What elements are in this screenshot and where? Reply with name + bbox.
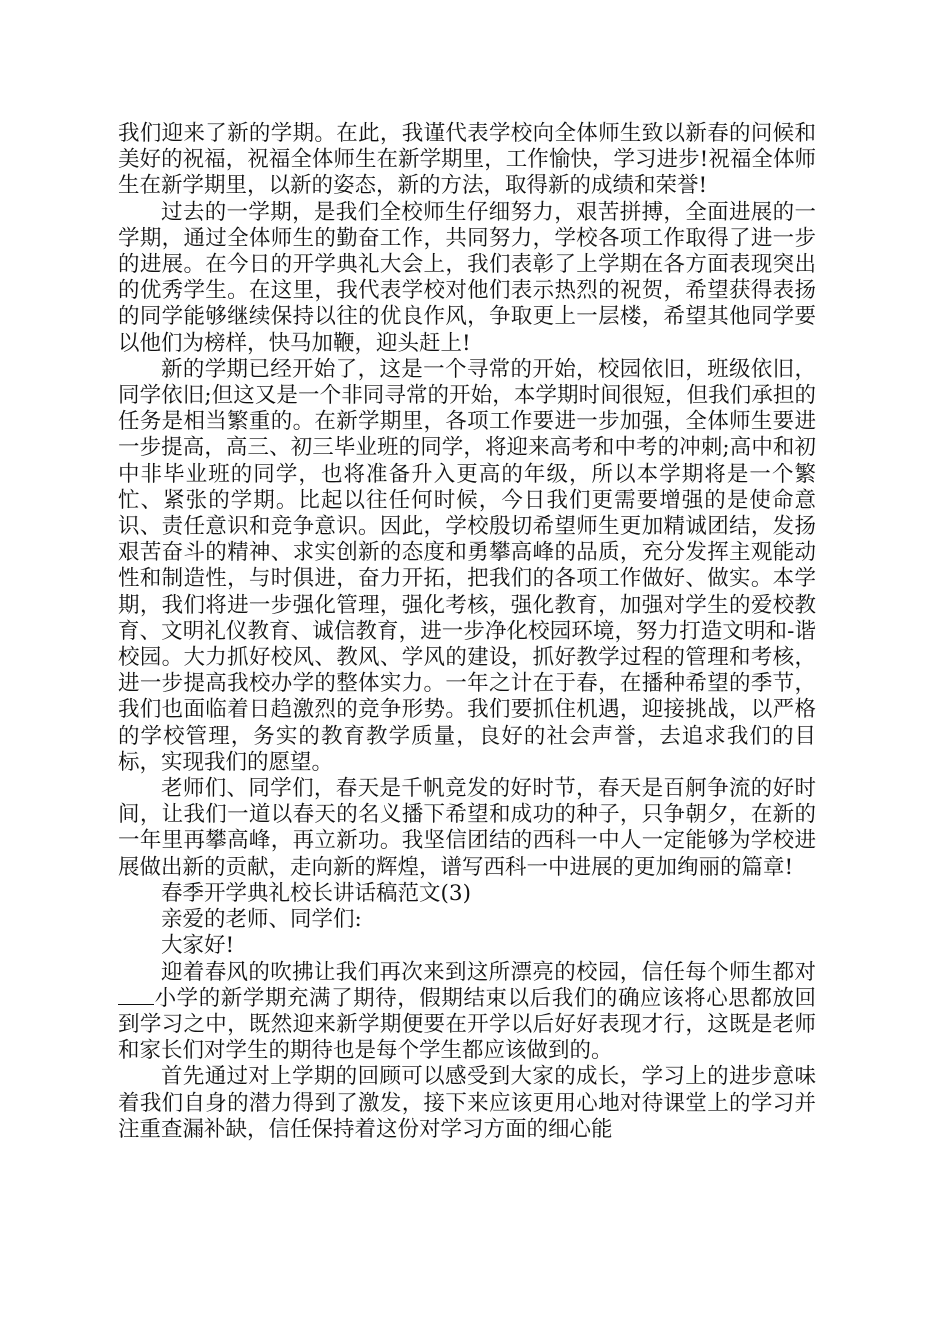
salutation: 亲爱的老师、同学们: — [161, 907, 362, 933]
paragraph-8-part-2: 小学的新学期充满了期待，假期结束以后我们的确应该将心思都放回到学习之中，既然迎来新学期便要在开学以后好好表现才行，这既是老师和家长们对学生的期待也是每个学生都应该做到的。 — [118, 985, 816, 1064]
paragraph-3: 新的学期已经开始了，这是一个寻常的开始，校园依旧，班级依旧，同学依旧;但这又是一个非同寻常的开始，本学期时间很短，但我们承担的任务是相当繁重的。在新学期里，各项工作要进一步加强，全体师生要进一步提高，高三、初三毕业班的同学，将迎来高考和中考的冲刺;高中和初中非毕业班的同学，也将准备升入更高的年级，所以本学期将是一个繁忙、紧张的学期。比起以往任何时候，今日我们更需要增强的是使命意识、责任意识和竞争意识。因此，学校殷切希望师生更加精诚团结，发扬艰苦奋斗的精神、求实创新的态度和勇攀高峰的品质，充分发挥主观能动性和制造性，与时俱进，奋力开拓，把我们的各项工作做好、做实。本学期，我们将进一步强化管理，强化考核，强化教育，加强对学生的爱校教育、文明礼仪教育、诚信教育，进一步净化校园环境，努力打造文明和-谐校园。大力抓好校风、教风、学风的建设，抓好教学过程的管理和考核，进一步提高我校办学的整体实力。一年之计在于春，在播种希望的季节，我们也面临着日趋激烈的竞争形势。我们要抓住机遇，迎接挑战，以严格的学校管理，务实的教育教学质量，良好的社会声誉，去追求我们的目标，实现我们的愿望。 — [118, 356, 816, 775]
section-heading: 春季开学典礼校长讲话稿范文(3) — [161, 880, 471, 906]
paragraph-4: 老师们、同学们，春天是千帆竞发的好时节，春天是百舸争流的好时间，让我们一道以春天的名义播下希望和成功的种子，只争朝夕，在新的一年里再攀高峰，再立新功。我坚信团结的西科一中人一定能够为学校进展做出新的贡献，走向新的辉煌，谱写西科一中进展的更加绚丽的篇章! — [118, 776, 816, 880]
paragraph-2: 过去的一学期，是我们全校师生仔细努力，艰苦拼搏，全面进展的一学期，通过全体师生的勤奋工作，共同努力，学校各项工作取得了进一步的进展。在今日的开学典礼大会上，我们表彰了上学期在各方面表现突出的优秀学生。在这里，我代表学校对他们表示热烈的祝贺，希望获得表扬的同学能够继续保持以往的优良作风，争取更上一层楼，希望其他同学要以他们为榜样，快马加鞭，迎头赶上! — [118, 199, 816, 356]
paragraph-1: 我们迎来了新的学期。在此，我谨代表学校向全体师生致以新春的问候和美好的祝福，祝福全体师生在新学期里，工作愉快，学习进步!祝福全体师生在新学期里，以新的姿态，新的方法，取得新的成绩和荣誉! — [118, 121, 816, 199]
greeting: 大家好! — [161, 933, 235, 959]
document-page — [118, 121, 816, 1143]
paragraph-8 — [118, 960, 816, 1065]
paragraph-8-part-1: 迎着春风的吹拂让我们再次来到这所漂亮的校园，信任每个师生都对 — [161, 959, 816, 985]
fill-blank — [118, 986, 154, 1005]
paragraph-9: 首先通过对上学期的回顾可以感受到大家的成长，学习上的进步意味着我们自身的潜力得到了激发，接下来应该更用心地对待课堂上的学习并注重查漏补缺，信任保持着这份对学习方面的细心能 — [118, 1064, 816, 1142]
